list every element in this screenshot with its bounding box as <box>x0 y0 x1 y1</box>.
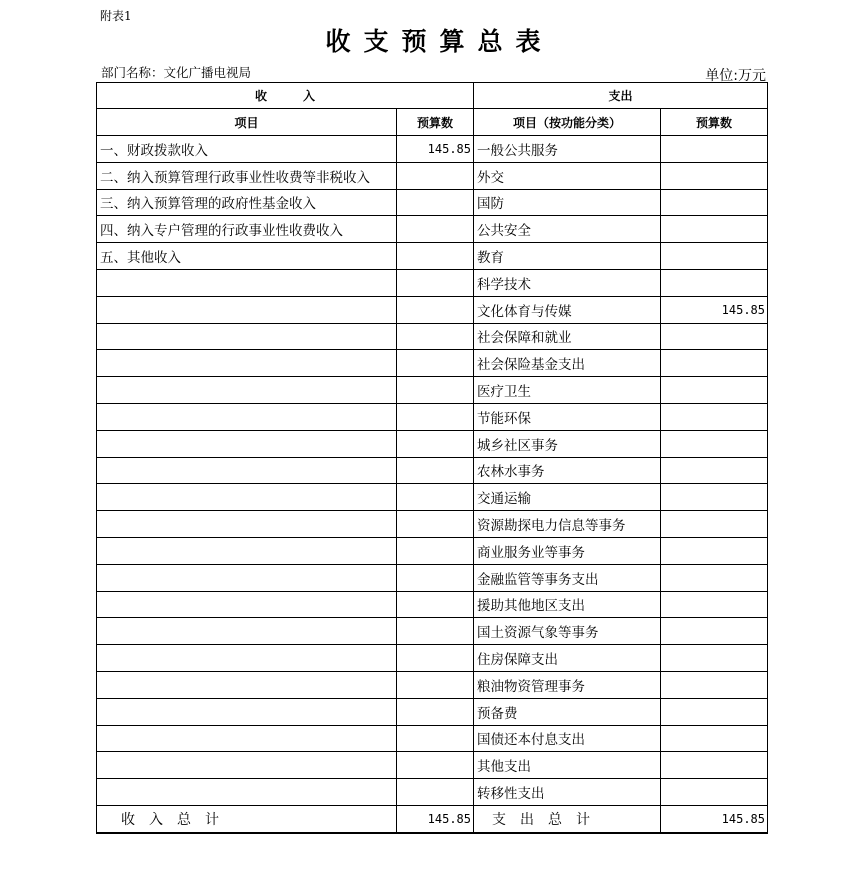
expense-item-cell: 教育 <box>474 243 661 270</box>
table-row <box>97 216 768 243</box>
income-amount-cell: 145.85 <box>397 136 474 163</box>
income-item-cell: 二、纳入预算管理行政事业性收费等非税收入 <box>97 162 397 189</box>
expense-item-cell: 预备费 <box>474 698 661 725</box>
income-amount-cell <box>397 779 474 806</box>
income-item-header: 项目 <box>97 109 397 136</box>
income-amount-cell <box>397 350 474 377</box>
expense-total-amount: 145.85 <box>661 805 768 832</box>
table-row <box>97 296 768 323</box>
expense-amount-cell <box>661 591 768 618</box>
income-amount-cell <box>397 511 474 538</box>
expense-amount-cell <box>661 269 768 296</box>
table-row <box>97 484 768 511</box>
income-item-cell: 五、其他收入 <box>97 243 397 270</box>
expense-amount-cell <box>661 323 768 350</box>
income-amount-cell <box>397 564 474 591</box>
expense-amount-cell <box>661 779 768 806</box>
expense-amount-cell <box>661 618 768 645</box>
income-total-label: 收 入 总 计 <box>97 805 397 832</box>
expense-amount-cell <box>661 484 768 511</box>
income-item-cell <box>97 591 397 618</box>
expense-item-cell: 文化体育与传媒 <box>474 296 661 323</box>
expense-item-cell: 科学技术 <box>474 269 661 296</box>
income-item-cell <box>97 698 397 725</box>
expense-amount-cell <box>661 725 768 752</box>
income-amount-cell <box>397 752 474 779</box>
income-amount-cell <box>397 216 474 243</box>
table-row <box>97 457 768 484</box>
department-name: 部门名称：文化广播电视局 <box>101 65 252 80</box>
expense-item-cell: 国债还本付息支出 <box>474 725 661 752</box>
expense-item-cell: 国防 <box>474 189 661 216</box>
table-row <box>97 430 768 457</box>
expense-item-cell: 一般公共服务 <box>474 136 661 163</box>
table-row <box>97 323 768 350</box>
expense-item-cell: 其他支出 <box>474 752 661 779</box>
expense-item-cell: 国土资源气象等事务 <box>474 618 661 645</box>
expense-amount-cell <box>661 136 768 163</box>
income-item-cell: 四、纳入专户管理的行政事业性收费收入 <box>97 216 397 243</box>
income-item-cell <box>97 350 397 377</box>
income-amount-cell <box>397 323 474 350</box>
income-item-cell <box>97 671 397 698</box>
expense-amount-cell <box>661 377 768 404</box>
table-row <box>97 725 768 752</box>
income-item-cell <box>97 752 397 779</box>
income-item-cell <box>97 537 397 564</box>
table-row <box>97 779 768 806</box>
expense-group-header: 支出 <box>474 83 768 109</box>
income-amount-cell <box>397 671 474 698</box>
expense-item-header: 项目（按功能分类） <box>474 109 661 136</box>
expense-item-cell: 住房保障支出 <box>474 645 661 672</box>
expense-amount-cell <box>661 216 768 243</box>
table-row <box>97 189 768 216</box>
expense-item-cell: 城乡社区事务 <box>474 430 661 457</box>
table-row <box>97 618 768 645</box>
income-item-cell <box>97 457 397 484</box>
income-item-cell <box>97 564 397 591</box>
attachment-label: 附表1 <box>100 9 132 23</box>
income-amount-cell <box>397 403 474 430</box>
income-item-cell <box>97 377 397 404</box>
income-amount-cell <box>397 645 474 672</box>
income-item-cell <box>97 296 397 323</box>
income-amount-cell <box>397 618 474 645</box>
expense-amount-cell <box>661 752 768 779</box>
expense-amount-cell <box>661 189 768 216</box>
expense-item-cell: 公共安全 <box>474 216 661 243</box>
table-row <box>97 243 768 270</box>
table-row <box>97 136 768 163</box>
expense-total-label: 支 出 总 计 <box>474 805 661 832</box>
expense-amount-cell <box>661 243 768 270</box>
expense-amount-cell <box>661 350 768 377</box>
expense-amount-cell <box>661 564 768 591</box>
total-row <box>97 805 768 832</box>
expense-amount-cell <box>661 403 768 430</box>
expense-amount-cell <box>661 430 768 457</box>
expense-item-cell: 农林水事务 <box>474 457 661 484</box>
expense-item-cell: 节能环保 <box>474 403 661 430</box>
income-item-cell <box>97 430 397 457</box>
income-item-cell <box>97 511 397 538</box>
page-title: 收支预算总表 <box>325 27 554 56</box>
table-row <box>97 645 768 672</box>
income-group-header: 收 入 <box>97 83 474 109</box>
income-amount-cell <box>397 243 474 270</box>
expense-amount-cell <box>661 671 768 698</box>
header-row-columns <box>97 109 768 136</box>
income-item-cell: 一、财政拨款收入 <box>97 136 397 163</box>
header-row-group <box>97 83 768 109</box>
income-amount-cell <box>397 457 474 484</box>
income-amount-cell <box>397 725 474 752</box>
table-row <box>97 537 768 564</box>
expense-amount-cell <box>661 162 768 189</box>
income-item-cell <box>97 645 397 672</box>
income-item-cell <box>97 403 397 430</box>
expense-item-cell: 援助其他地区支出 <box>474 591 661 618</box>
expense-item-cell: 转移性支出 <box>474 779 661 806</box>
table-row <box>97 752 768 779</box>
table-row <box>97 350 768 377</box>
expense-item-cell: 社会保险基金支出 <box>474 350 661 377</box>
income-item-cell <box>97 618 397 645</box>
income-amount-cell <box>397 698 474 725</box>
expense-amount-cell <box>661 537 768 564</box>
expense-item-cell: 金融监管等事务支出 <box>474 564 661 591</box>
income-total-amount: 145.85 <box>397 805 474 832</box>
income-amount-cell <box>397 484 474 511</box>
income-amount-cell <box>397 377 474 404</box>
income-amount-cell <box>397 296 474 323</box>
expense-item-cell: 粮油物资管理事务 <box>474 671 661 698</box>
expense-item-cell: 交通运输 <box>474 484 661 511</box>
income-amount-cell <box>397 189 474 216</box>
expense-item-cell: 资源勘探电力信息等事务 <box>474 511 661 538</box>
income-amount-cell <box>397 537 474 564</box>
income-item-cell: 三、纳入预算管理的政府性基金收入 <box>97 189 397 216</box>
unit-label: 单位:万元 <box>705 68 766 84</box>
table-row <box>97 269 768 296</box>
table-row <box>97 377 768 404</box>
income-amount-cell <box>397 430 474 457</box>
income-item-cell <box>97 269 397 296</box>
expense-amount-cell <box>661 645 768 672</box>
table-row <box>97 564 768 591</box>
income-item-cell <box>97 323 397 350</box>
expense-item-cell: 社会保障和就业 <box>474 323 661 350</box>
table-row <box>97 591 768 618</box>
expense-item-cell: 外交 <box>474 162 661 189</box>
expense-item-cell: 商业服务业等事务 <box>474 537 661 564</box>
table-row <box>97 671 768 698</box>
expense-budget-header: 预算数 <box>661 109 768 136</box>
income-item-cell <box>97 484 397 511</box>
expense-amount-cell: 145.85 <box>661 296 768 323</box>
expense-amount-cell <box>661 511 768 538</box>
income-amount-cell <box>397 591 474 618</box>
income-amount-cell <box>397 162 474 189</box>
table-row <box>97 698 768 725</box>
income-item-cell <box>97 779 397 806</box>
table-row <box>97 511 768 538</box>
budget-table <box>96 82 768 834</box>
expense-item-cell: 医疗卫生 <box>474 377 661 404</box>
expense-amount-cell <box>661 698 768 725</box>
table-row <box>97 162 768 189</box>
income-amount-cell <box>397 269 474 296</box>
income-budget-header: 预算数 <box>397 109 474 136</box>
table-row <box>97 403 768 430</box>
income-item-cell <box>97 725 397 752</box>
expense-amount-cell <box>661 457 768 484</box>
